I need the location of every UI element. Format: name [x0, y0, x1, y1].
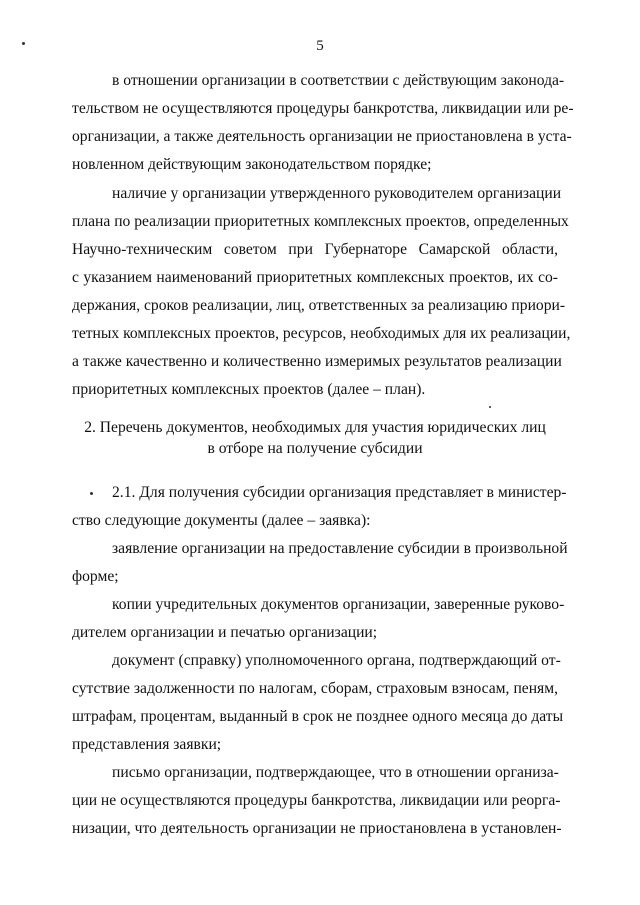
heading-line: 2. Перечень документов, необходимых для участия юридических лиц	[84, 419, 546, 436]
text-line: наличие у организации утвержденного руководителем организации	[112, 185, 562, 202]
text-line: держания, сроков реализации, лиц, ответственных за реализацию приори-	[72, 297, 566, 314]
text-line: ство следующие документы (далее – заявка):	[72, 512, 371, 529]
text-line: сутствие задолженности по налогам, сборам, страховым взносам, пеням,	[72, 680, 558, 697]
text-line: с указанием наименований приоритетных комплексных проектов, их со-	[72, 269, 558, 286]
heading-line: в отборе на получение субсидии	[207, 440, 423, 457]
text-line: тетных комплексных проектов, ресурсов, необходимых для их реализации,	[72, 325, 571, 342]
paragraph-founding-documents	[72, 591, 565, 647]
text-line: письмо организации, подтверждающее, что в отношении организа-	[112, 764, 559, 781]
paragraph-no-debt-certificate	[72, 647, 564, 759]
page-number: 5	[316, 38, 324, 54]
scan-speck	[489, 406, 491, 408]
text-line: представления заявки;	[72, 736, 222, 753]
text-line: заявление организации на предоставление субсидии в произвольной	[112, 540, 568, 557]
text-line: плана по реализации приоритетных комплексных проектов, определенных	[72, 213, 569, 230]
text-line: тельством не осуществляются процедуры банкротства, ликвидации или ре-	[72, 100, 574, 117]
text-line: организации, а также деятельность организации не приостановлена в уста-	[72, 128, 572, 145]
text-line: документ (справку) уполномоченного органа, подтверждающий от-	[112, 652, 561, 669]
text-line: в отношении организации в соответствии с действующим законода-	[112, 72, 565, 89]
paragraph-bankruptcy-condition	[72, 67, 574, 179]
section-heading	[72, 417, 558, 459]
paragraph-application	[72, 535, 568, 591]
text-line: дителем организации и печатью организации;	[72, 624, 378, 641]
text-line: Научно-техническим советом при Губернаторе Самарской области,	[72, 241, 558, 258]
paragraph-2-1	[72, 479, 567, 535]
paragraph-project-plan	[72, 180, 571, 404]
text-line: ции не осуществляются процедуры банкротства, ликвидации или реорга-	[72, 792, 561, 809]
text-line: штрафам, процентам, выданный в срок не позднее одного месяца до даты	[72, 708, 564, 725]
paragraph-organization-letter	[72, 759, 562, 843]
text-line: форме;	[72, 568, 119, 585]
text-line: а также качественно и количественно измеримых результатов реализации	[72, 353, 562, 370]
text-line: 2.1. Для получения субсидии организация представляет в министер-	[112, 484, 567, 501]
text-line: новленном действующим законодательством порядке;	[72, 156, 432, 173]
text-line: приоритетных комплексных проектов (далее – план).	[72, 381, 426, 398]
text-line: копии учредительных документов организации, заверенные руково-	[112, 596, 565, 613]
text-line: низации, что деятельность организации не приостановлена в установлен-	[72, 820, 562, 837]
